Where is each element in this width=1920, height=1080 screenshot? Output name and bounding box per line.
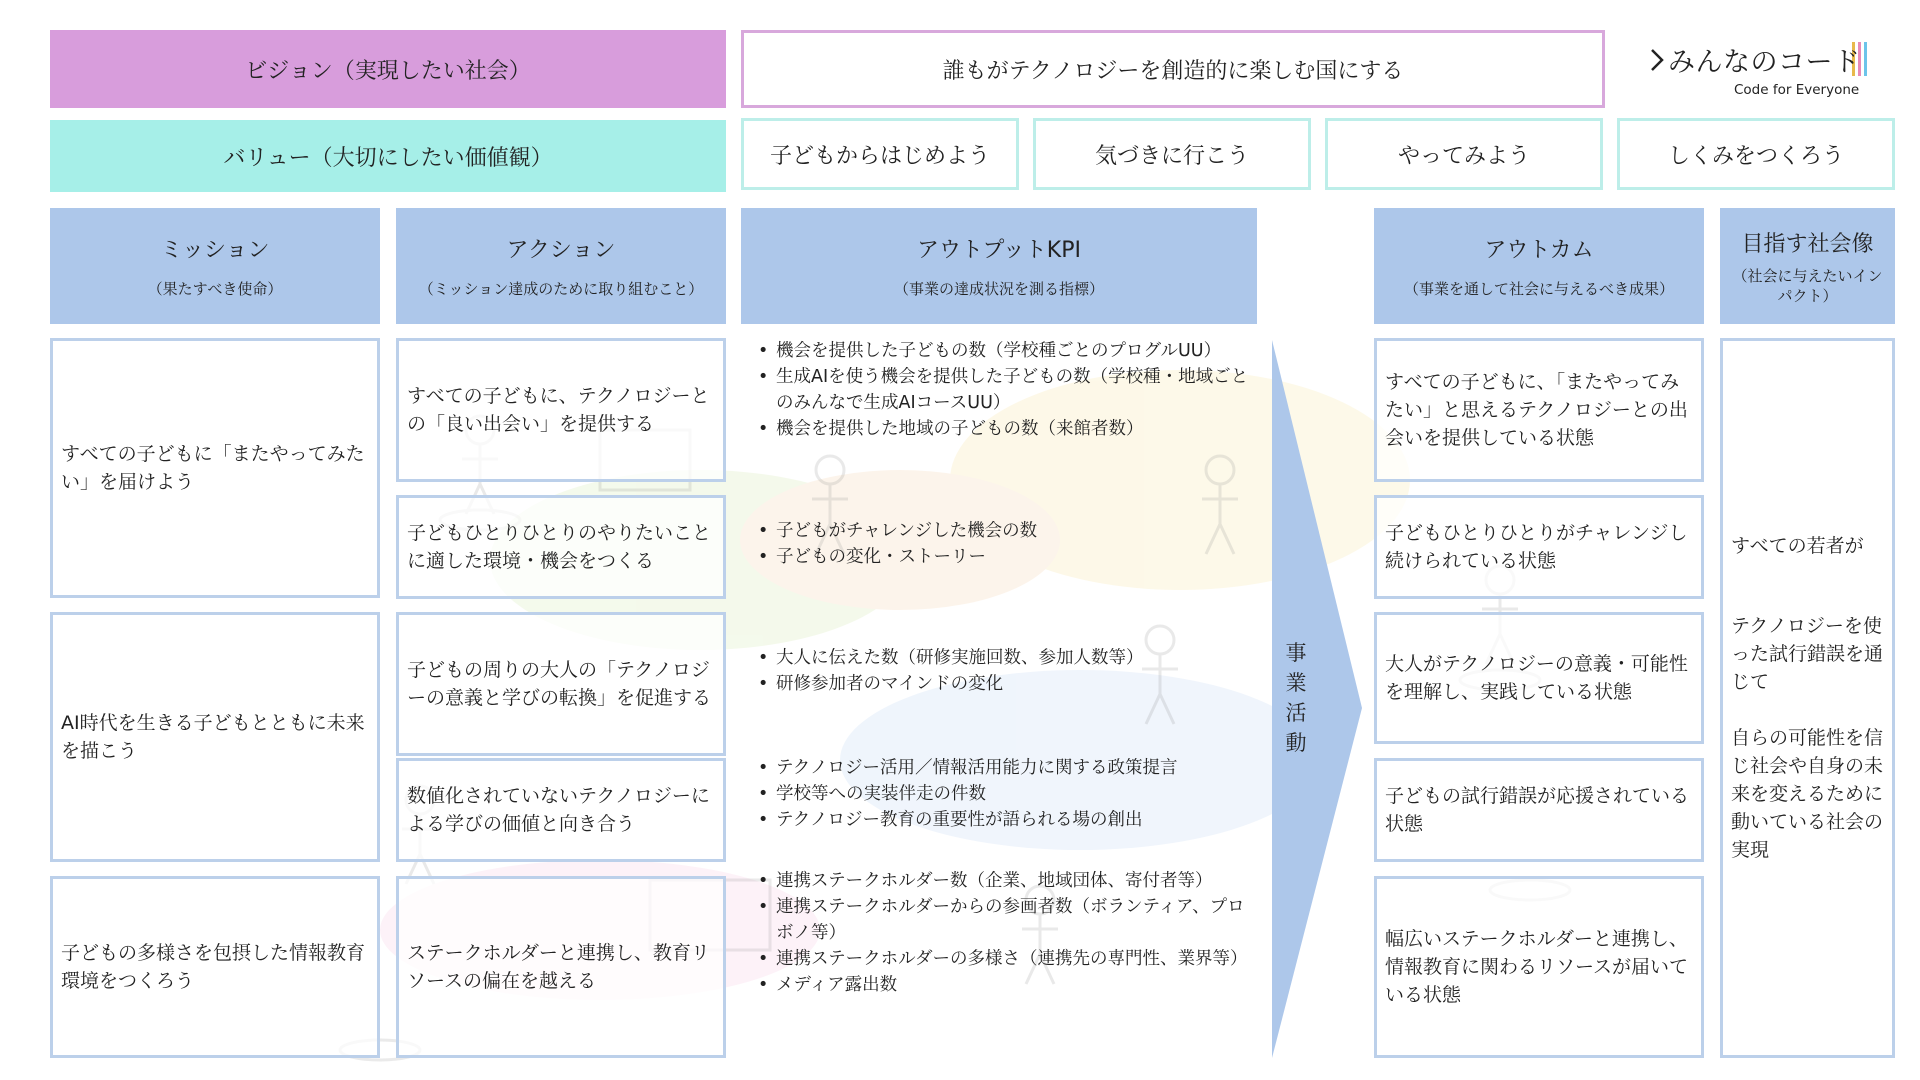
column-header-outcome: [1374, 208, 1704, 324]
action-cell-5: [396, 876, 726, 1058]
column-title: アウトプットKPI: [917, 238, 1081, 263]
kpi-item: • 連携ステークホルダー数（企業、地域団体、寄付者等）: [758, 868, 1258, 894]
outcome-text: すべての子どもに、「またやってみたい」と思えるテクノロジーとの出会いを提供している状態: [1385, 371, 1688, 449]
action-text: すべての子どもに、テクノロジーとの「良い出会い」を提供する: [407, 385, 710, 435]
outcome-cell-3: [1374, 612, 1704, 744]
column-header-kpi: [741, 208, 1257, 324]
action-text: 子どもひとりひとりのやりたいことに適した環境・機会をつくる: [407, 522, 712, 572]
column-title: ミッション: [160, 238, 270, 263]
value-box-4: しくみをつくろう: [1617, 118, 1895, 190]
column-header-action: [396, 208, 726, 324]
value-label: バリュー（大切にしたい価値観）: [50, 120, 726, 192]
kpi-list-2: [758, 518, 1258, 570]
kpi-item: • 学校等への実装伴走の件数: [758, 781, 1258, 807]
mission-text: AI時代を生きる子どもとともに未来を描こう: [61, 712, 365, 762]
mission-cell-3: [50, 876, 380, 1058]
kpi-item: • 子どもの変化・ストーリー: [758, 544, 1258, 570]
column-subtitle: （ミッション達成のために取り組むこと）: [418, 280, 704, 298]
outcome-text: 子どもひとりひとりがチャレンジし続けられている状態: [1385, 522, 1688, 572]
column-subtitle: （事業の達成状況を測る指標）: [893, 280, 1104, 298]
column-title: アクション: [506, 238, 616, 263]
kpi-item: • テクノロジー教育の重要性が語られる場の創出: [758, 807, 1258, 833]
column-subtitle: （事業を通して社会に与えるべき成果）: [1403, 280, 1674, 298]
column-title: 目指す社会像: [1741, 231, 1874, 257]
kpi-item: • 研修参加者のマインドの変化: [758, 671, 1258, 697]
column-title: アウトカム: [1484, 238, 1594, 263]
value-box-2: 気づきに行こう: [1033, 118, 1311, 190]
logo-title: みんなのコード: [1668, 47, 1861, 78]
kpi-item: • 生成AIを使う機会を提供した子どもの数（学校種・地域ごとのみんなで生成AIコースUU）: [758, 364, 1258, 416]
action-text: 数値化されていないテクノロジーによる学びの価値と向き合う: [407, 785, 710, 835]
business-activity-label: 事業活動: [1285, 641, 1307, 755]
mission-text: すべての子どもに「またやってみたい」を届けよう: [61, 443, 365, 493]
value-box-1: 子どもからはじめよう: [741, 118, 1019, 190]
kpi-list-1: [758, 338, 1258, 442]
action-cell-1: [396, 338, 726, 482]
kpi-list-4: [758, 755, 1258, 833]
mission-cell-2: [50, 612, 380, 862]
society-text-1: すべての若者が: [1731, 535, 1864, 557]
outcome-text: 幅広いステークホルダーと連携し、情報教育に関わるリソースが届いている状態: [1385, 928, 1689, 1006]
action-text: 子どもの周りの大人の「テクノロジーの意義と学びの転換」を促進する: [407, 659, 712, 709]
outcome-cell-4: [1374, 758, 1704, 862]
action-cell-4: [396, 758, 726, 862]
outcome-cell-2: [1374, 495, 1704, 599]
kpi-item: • テクノロジー活用／情報活用能力に関する政策提言: [758, 755, 1258, 781]
society-cell: [1720, 338, 1895, 1058]
vision-label: ビジョン（実現したい社会）: [50, 30, 726, 108]
kpi-item: • 連携ステークホルダーからの参画者数（ボランティア、プロボノ等）: [758, 894, 1258, 946]
value-box-3: やってみよう: [1325, 118, 1603, 190]
outcome-cell-1: [1374, 338, 1704, 482]
vision-statement: 誰もがテクノロジーを創造的に楽しむ国にする: [741, 30, 1605, 108]
society-text-2: テクノロジーを使った試行錯誤を通じて: [1731, 615, 1884, 693]
outcome-text: 子どもの試行錯誤が応援されている状態: [1385, 785, 1690, 835]
kpi-list-3: [758, 645, 1258, 697]
kpi-list-5: [758, 868, 1258, 998]
outcome-cell-5: [1374, 876, 1704, 1058]
society-text-3: 自らの可能性を信じ社会や自身の未来を変えるために動いている社会の実現: [1731, 727, 1884, 861]
kpi-item: • 機会を提供した地域の子どもの数（来館者数）: [758, 416, 1258, 442]
kpi-item: • 連携ステークホルダーの多様さ（連携先の専門性、業界等）: [758, 946, 1258, 972]
kpi-item: • 大人に伝えた数（研修実施回数、参加人数等）: [758, 645, 1258, 671]
logo: [1648, 40, 1868, 104]
action-cell-3: [396, 612, 726, 756]
action-text: ステークホルダーと連携し、教育リソースの偏在を越える: [407, 942, 710, 992]
kpi-item: • 子どもがチャレンジした機会の数: [758, 518, 1258, 544]
mission-cell-1: [50, 338, 380, 598]
logo-subtitle: Code for Everyone: [1734, 82, 1860, 98]
action-cell-2: [396, 495, 726, 599]
outcome-text: 大人がテクノロジーの意義・可能性を理解し、実践している状態: [1385, 653, 1688, 703]
column-header-mission: [50, 208, 380, 324]
column-subtitle: （果たすべき使命）: [147, 280, 283, 298]
mission-text: 子どもの多様さを包摂した情報教育環境をつくろう: [61, 942, 366, 992]
column-subtitle: （社会に与えたいインパクト）: [1732, 266, 1883, 305]
kpi-item: • メディア露出数: [758, 972, 1258, 998]
kpi-item: • 機会を提供した子どもの数（学校種ごとのプログルUU）: [758, 338, 1258, 364]
column-header-society: [1720, 208, 1895, 324]
